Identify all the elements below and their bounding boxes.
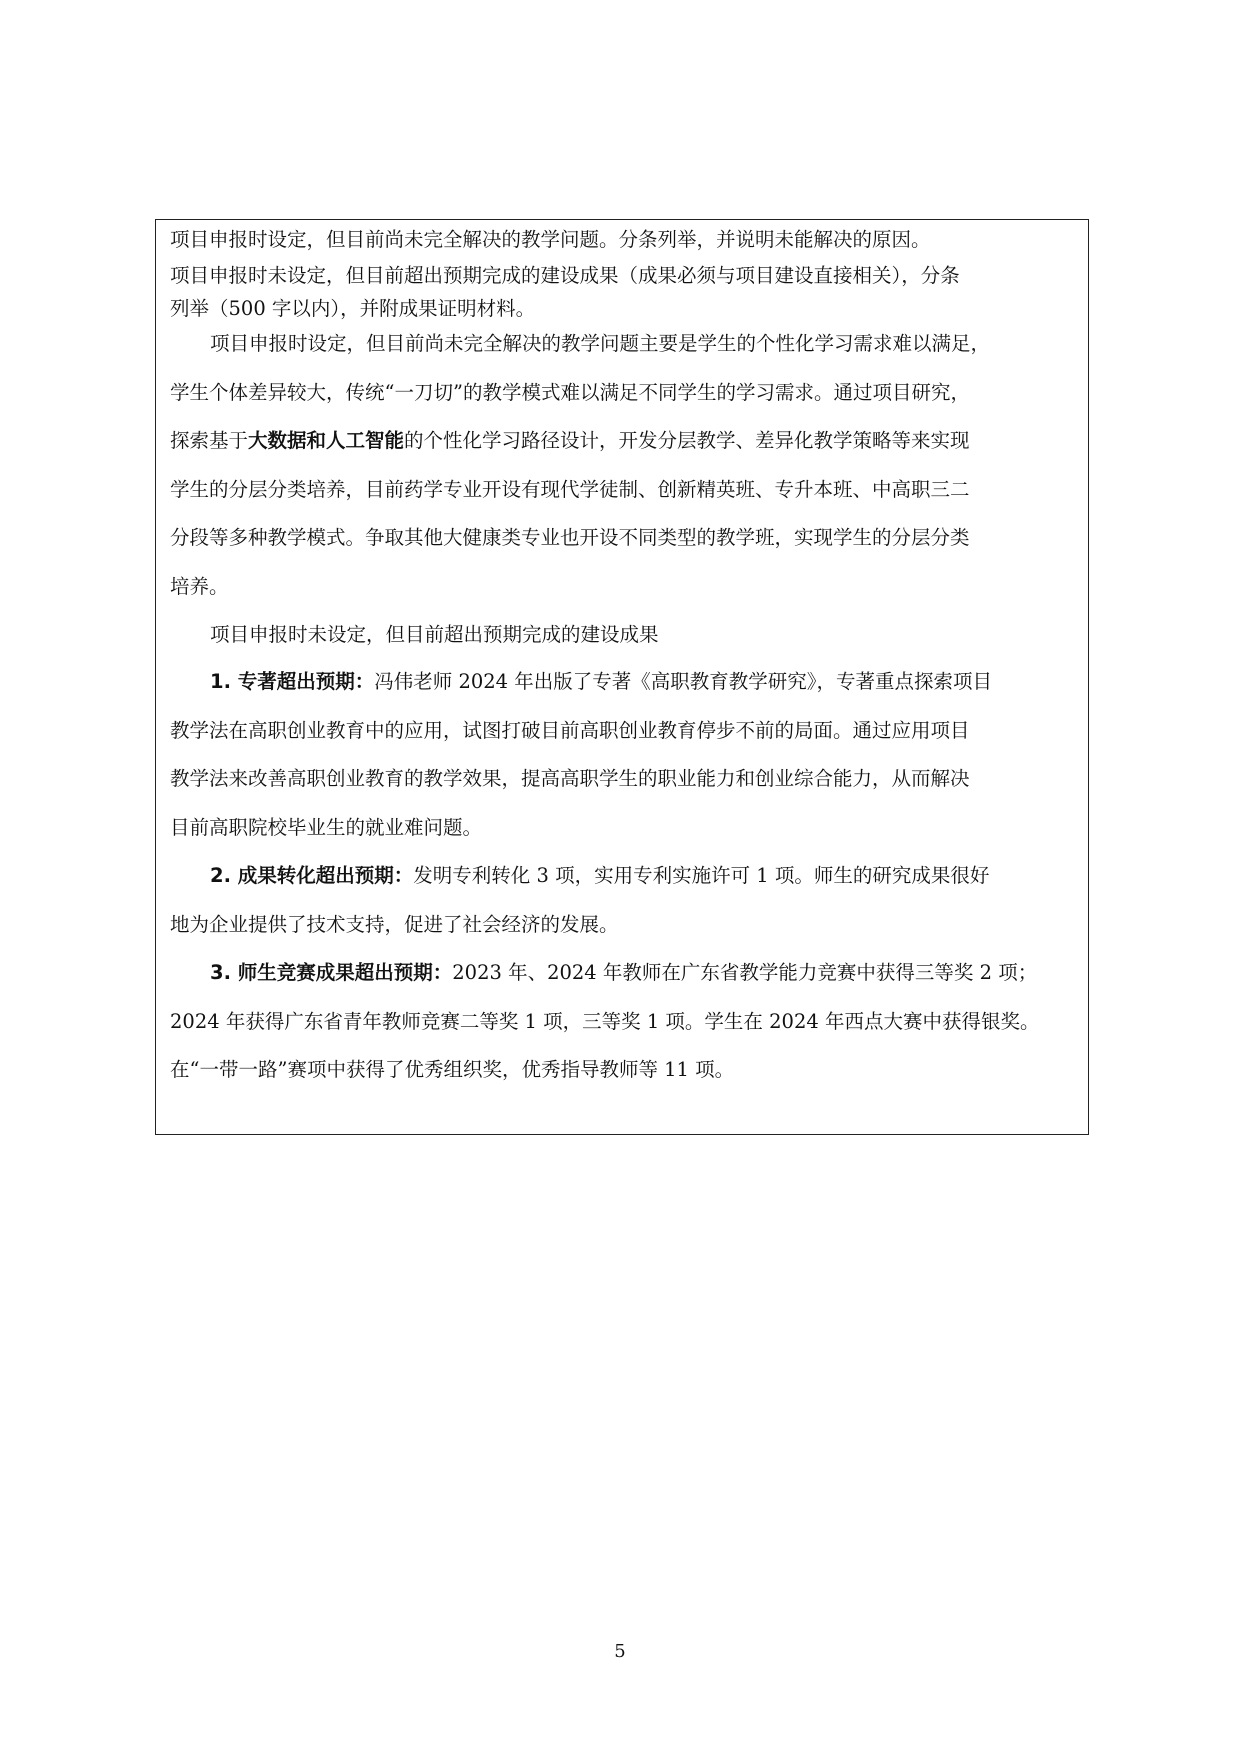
paragraph-unsolved-problems xyxy=(170,320,1075,611)
item-transformation xyxy=(170,852,1075,949)
text-line: 3. 师生竞赛成果超出预期：2023 年、2024 年教师在广东省教学能力竞赛中获得三等奖 2 项； xyxy=(210,961,1038,984)
item-title: 1. 专著超出预期： xyxy=(210,670,375,693)
prompt-line: 项目申报时未设定，但目前超出预期完成的建设成果（成果必须与项目建设直接相关），分条 xyxy=(170,264,960,287)
text-line: 地为企业提供了技术支持，促进了社会经济的发展。 xyxy=(170,912,619,936)
text-line: 2024 年获得广东省青年教师竞赛二等奖 1 项，三等奖 1 项。学生在 2024 年西点大赛中获得银奖。 xyxy=(170,1009,1040,1033)
prompt-extra-achievements xyxy=(170,259,1075,325)
text-line: 1. 专著超出预期：冯伟老师 2024 年出版了专著《高职教育教学研究》，专著重点探索项目 xyxy=(210,670,993,693)
paragraph-extra-intro xyxy=(170,611,1075,660)
content-table-cell xyxy=(155,219,1089,1135)
prompt-unsolved-problems xyxy=(170,223,1075,256)
text-line: 项目申报时设定，但目前尚未完全解决的教学问题主要是学生的个性化学习需求难以满足， xyxy=(210,332,991,355)
text-line: 分段等多种教学模式。争取其他大健康类专业也开设不同类型的教学班，实现学生的分层分类 xyxy=(170,526,970,549)
item-title: 2. 成果转化超出预期： xyxy=(210,864,414,887)
item-title: 3. 师生竞赛成果超出预期： xyxy=(210,961,453,984)
bold-keyword: 大数据和人工智能 xyxy=(248,429,405,452)
item-competitions xyxy=(170,949,1075,1095)
text-line: 项目申报时未设定，但目前超出预期完成的建设成果 xyxy=(210,623,659,646)
item-monograph xyxy=(170,658,1075,852)
text-line: 在“一带一路”赛项中获得了优秀组织奖，优秀指导教师等 11 项。 xyxy=(170,1058,735,1081)
page-number: 5 xyxy=(614,1641,626,1662)
text-line: 探索基于大数据和人工智能的个性化学习路径设计，开发分层教学、差异化教学策略等来实现 xyxy=(170,429,970,452)
text-line: 教学法来改善高职创业教育的教学效果，提高高职学生的职业能力和创业综合能力，从而解决 xyxy=(170,767,970,790)
text-line: 教学法在高职创业教育中的应用，试图打破目前高职创业教育停步不前的局面。通过应用项目 xyxy=(170,718,970,742)
text-line: 2. 成果转化超出预期：发明专利转化 3 项，实用专利实施许可 1 项。师生的研究成果很好 xyxy=(210,864,990,887)
text-line: 培养。 xyxy=(170,574,229,598)
text-line: 学生个体差异较大，传统“一刀切”的教学模式难以满足不同学生的学习需求。通过项目研究， xyxy=(170,380,970,404)
text-line: 目前高职院校毕业生的就业难问题。 xyxy=(170,815,483,839)
text-line: 学生的分层分类培养，目前药学专业开设有现代学徒制、创新精英班、专升本班、中高职三二 xyxy=(170,477,970,501)
prompt-line: 项目申报时设定，但目前尚未完全解决的教学问题。分条列举，并说明未能解决的原因。 xyxy=(170,228,931,251)
prompt-line: 列举（500 字以内），并附成果证明材料。 xyxy=(170,297,536,320)
